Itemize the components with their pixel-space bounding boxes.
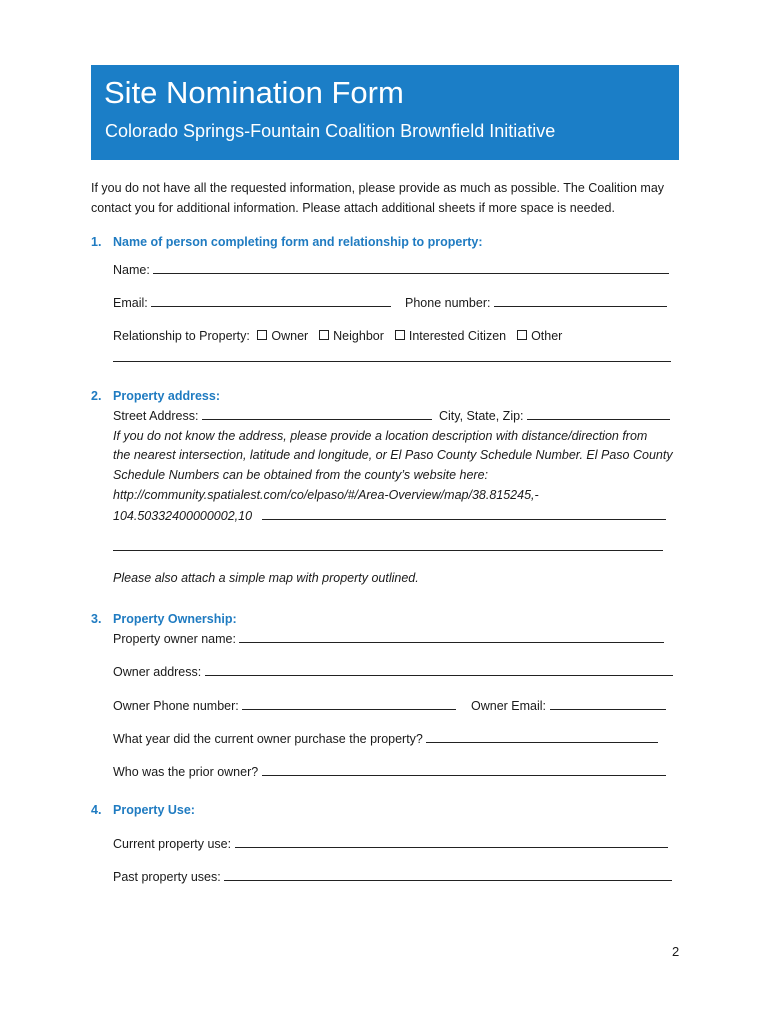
county-url-line-2: 104.50332400000002,10: [113, 509, 253, 523]
street-field[interactable]: [202, 408, 432, 420]
owner-phone-field[interactable]: [242, 698, 456, 710]
section-1-heading: Name of person completing form and relationship to property:: [113, 235, 483, 249]
interested-citizen-checkbox[interactable]: [395, 330, 405, 340]
prior-owner-field[interactable]: [262, 764, 666, 776]
neighbor-checkbox[interactable]: [319, 330, 329, 340]
section-3-number: 3.: [91, 612, 102, 626]
intro-line-1: If you do not have all the requested information, please provide as much as possible. The Coalition may: [91, 181, 665, 195]
address-note-3: Schedule Numbers can be obtained from the county’s website here:: [113, 468, 488, 482]
owner-phone-label: Owner Phone number:: [113, 699, 239, 713]
owner-checkbox[interactable]: [257, 330, 267, 340]
section-1-number: 1.: [91, 235, 102, 249]
purchase-year-field[interactable]: [426, 731, 658, 743]
name-label: Name:: [113, 263, 150, 277]
email-row: [113, 295, 391, 310]
current-use-field[interactable]: [235, 836, 668, 848]
phone-field[interactable]: [494, 295, 667, 307]
city-row: [439, 408, 670, 423]
prior-owner-label: Who was the prior owner?: [113, 765, 259, 779]
owner-address-field[interactable]: [205, 664, 673, 676]
county-url-line-1: http://community.spatialest.com/co/elpaso/#/Area-Overview/map/38.815245,-: [113, 488, 539, 502]
past-use-field[interactable]: [224, 869, 672, 881]
owner-address-row: [113, 664, 673, 679]
owner-email-field[interactable]: [550, 698, 666, 710]
past-use-label: Past property uses:: [113, 870, 221, 884]
purchase-year-label: What year did the current owner purchase the property?: [113, 732, 423, 746]
owner-email-row: [471, 698, 666, 713]
other-option-label: Other: [531, 329, 563, 343]
page-number: 2: [672, 944, 680, 959]
prior-owner-row: [113, 764, 666, 779]
purchase-year-row: [113, 731, 658, 746]
address-note-2: the nearest intersection, latitude and longitude, or El Paso County Schedule Number. El Paso County: [113, 448, 673, 462]
street-label: Street Address:: [113, 409, 199, 423]
relationship-other-field[interactable]: [113, 350, 671, 362]
section-4-heading: Property Use:: [113, 803, 195, 817]
other-checkbox[interactable]: [517, 330, 527, 340]
current-use-label: Current property use:: [113, 837, 232, 851]
city-label: City, State, Zip:: [439, 409, 524, 423]
section-2-heading: Property address:: [113, 389, 220, 403]
section-3-heading: Property Ownership:: [113, 612, 237, 626]
county-url-row: [113, 508, 666, 523]
owner-address-label: Owner address:: [113, 665, 202, 679]
relationship-row: [113, 329, 562, 343]
owner-name-row: [113, 631, 664, 646]
relationship-label: Relationship to Property:: [113, 329, 250, 343]
owner-name-label: Property owner name:: [113, 632, 236, 646]
address-note-1: If you do not know the address, please provide a location description with distance/direction from: [113, 429, 648, 443]
name-field[interactable]: [153, 262, 669, 274]
page-subtitle: Colorado Springs-Fountain Coalition Brownfield Initiative: [105, 121, 556, 141]
owner-name-field[interactable]: [239, 631, 664, 643]
location-extra-field[interactable]: [113, 539, 663, 551]
owner-option-label: Owner: [271, 329, 309, 343]
name-row: [113, 262, 669, 277]
location-extra-row: [113, 539, 663, 554]
current-use-row: [113, 836, 668, 851]
location-description-field[interactable]: [262, 508, 666, 520]
map-note: Please also attach a simple map with property outlined.: [113, 571, 419, 585]
page-title: Site Nomination Form: [104, 75, 404, 110]
section-4-number: 4.: [91, 803, 102, 817]
relationship-other-row: [113, 350, 671, 365]
intro-line-2: contact you for additional information. Please attach additional sheets if more space is needed.: [91, 201, 615, 215]
past-use-row: [113, 869, 672, 884]
street-row: [113, 408, 432, 423]
city-field[interactable]: [527, 408, 670, 420]
interested-citizen-option-label: Interested Citizen: [408, 329, 507, 343]
email-field[interactable]: [151, 295, 391, 307]
owner-phone-row: [113, 698, 456, 713]
owner-email-label: Owner Email:: [471, 699, 547, 713]
email-label: Email:: [113, 296, 148, 310]
neighbor-option-label: Neighbor: [333, 329, 384, 343]
phone-row: [405, 295, 667, 310]
section-2-number: 2.: [91, 389, 102, 403]
header-banner: [91, 65, 679, 160]
phone-label: Phone number:: [405, 296, 491, 310]
